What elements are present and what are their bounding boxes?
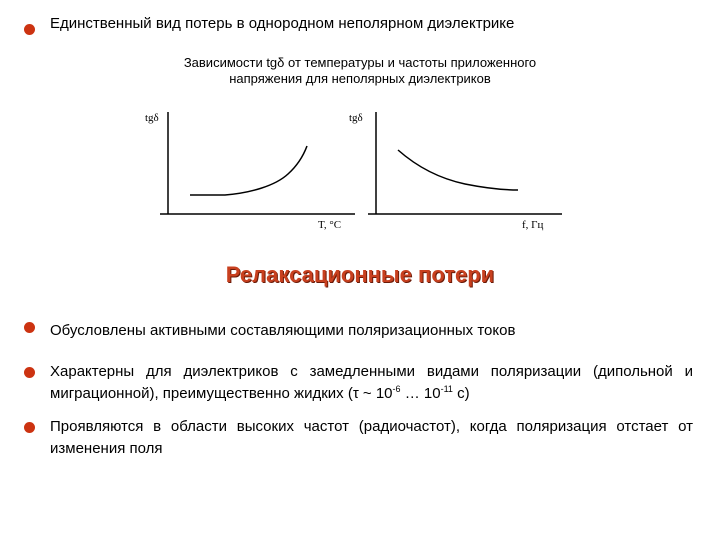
left-x-label: T, °C <box>318 219 342 231</box>
bullet-text-2-main: Характерны для диэлектриков с замедленными видами поляризации (дипольной и миграционной), преимущественно жидких (τ ~ 10 <box>50 363 693 402</box>
bullet-marker <box>24 322 35 333</box>
exponent-1: -6 <box>392 384 401 394</box>
exponent-2: -11 <box>440 384 453 394</box>
bullet-text-1: Обусловлены активными составляющими поляризационных токов <box>50 322 516 339</box>
right-x-label: f, Гц <box>522 219 544 231</box>
intro-text: Единственный вид потерь в однородном неполярном диэлектрике <box>50 15 515 32</box>
temperature-dependence-plot <box>140 108 360 233</box>
figure-caption <box>150 55 570 87</box>
caption-line-2: напряжения для неполярных диэлектриков <box>229 71 491 86</box>
bullet-marker <box>24 367 35 378</box>
frequency-dependence-plot <box>340 108 565 233</box>
bullet-text-2 <box>50 361 693 405</box>
bullet-marker <box>24 422 35 433</box>
section-heading: Релаксационные потери <box>225 262 495 287</box>
left-y-label: tgδ <box>145 112 159 124</box>
right-y-label: tgδ <box>349 112 363 124</box>
bullet-text-2-end: с) <box>452 385 470 402</box>
bullet-text-3: Проявляются в области высоких частот (радиочастот), когда поляризация отстает от изменения поля <box>50 418 693 457</box>
right-curve <box>398 150 518 190</box>
left-curve <box>190 146 307 195</box>
bullet-marker <box>24 24 35 35</box>
caption-line-1: Зависимости tgδ от температуры и частоты приложенного <box>183 55 537 70</box>
bullet-text-2-mid: … 10 <box>400 385 441 402</box>
